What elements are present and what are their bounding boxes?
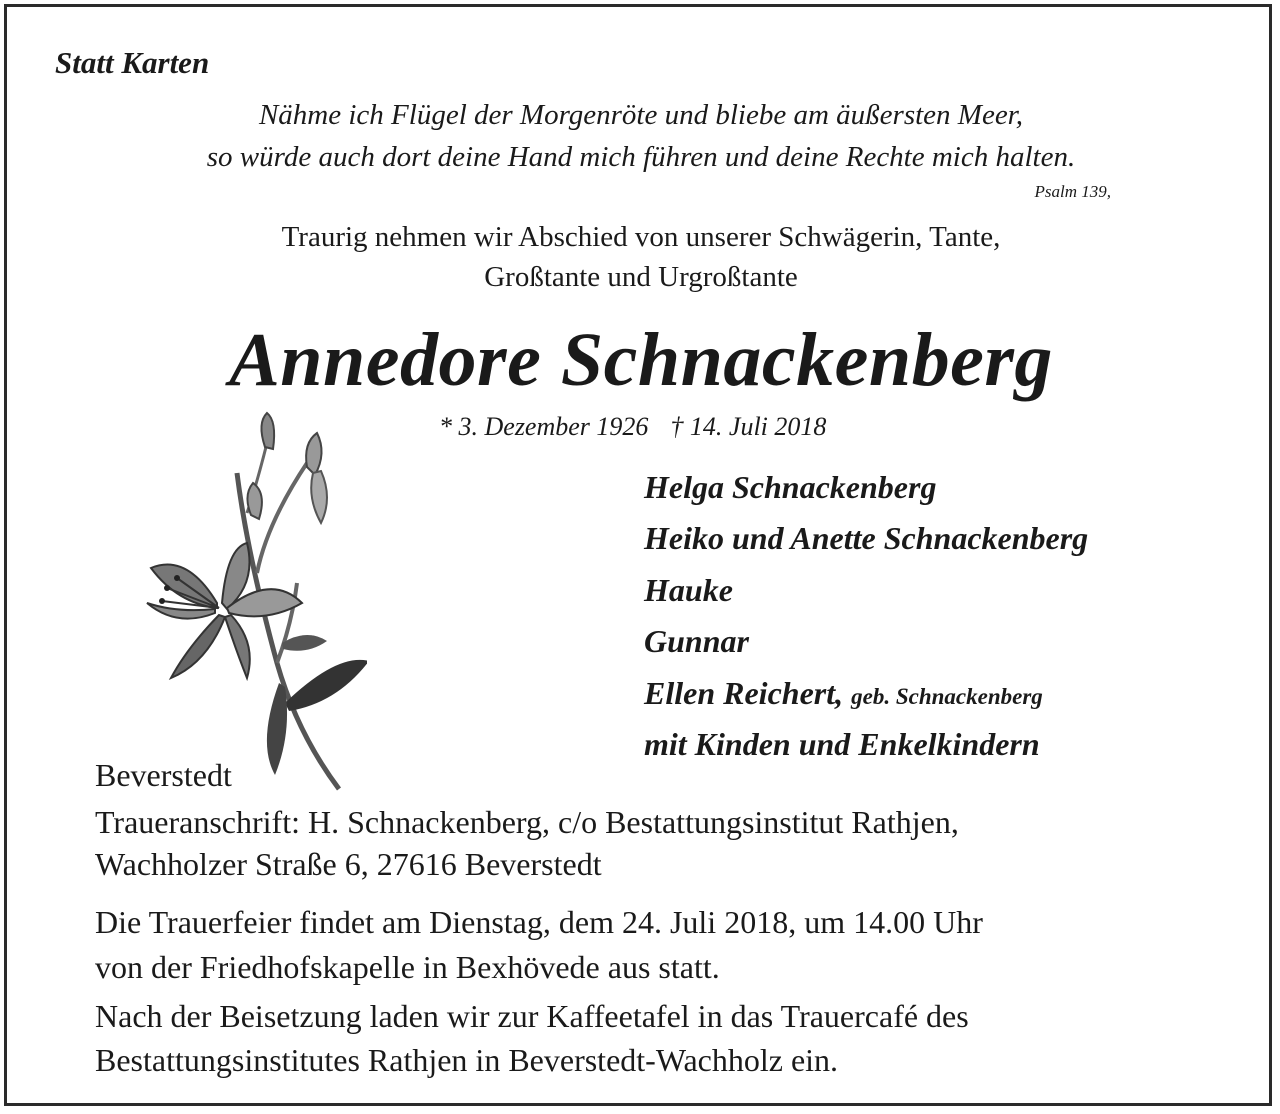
mourner-line: Ellen Reichert, geb. Schnackenberg bbox=[644, 675, 1043, 711]
mourner-line: Helga Schnackenberg bbox=[644, 469, 937, 505]
lily-flower-icon bbox=[107, 403, 367, 798]
header-label: Statt Karten bbox=[55, 45, 210, 80]
ceremony-line-2: von der Friedhofskapelle in Bexhövede aus statt. bbox=[95, 949, 720, 985]
intro-line-2: Großtante und Urgroßtante bbox=[484, 261, 798, 293]
place: Beverstedt bbox=[95, 757, 232, 793]
birth-date: * 3. Dezember 1926 bbox=[439, 412, 649, 441]
deceased-name: Annedore Schnackenberg bbox=[229, 318, 1053, 402]
life-dates bbox=[439, 412, 826, 442]
verse-source: Psalm 139, bbox=[1034, 182, 1111, 201]
verse-line-2: so würde auch dort deine Hand mich führen und deine Rechte mich halten. bbox=[206, 141, 1076, 173]
verse-line-1: Nähme ich Flügel der Morgenröte und bliebe am äußersten Meer, bbox=[258, 99, 1024, 131]
intro-line-1: Traurig nehmen wir Abschied von unserer Schwägerin, Tante, bbox=[281, 221, 1001, 253]
address-line-2: Wachholzer Straße 6, 27616 Beverstedt bbox=[95, 846, 602, 882]
mourner-line: Hauke bbox=[644, 572, 733, 608]
mourner-line: mit Kinden und Enkelkindern bbox=[644, 726, 1040, 762]
reception-line-1: Nach der Beisetzung laden wir zur Kaffeetafel in das Trauercafé des bbox=[95, 998, 969, 1034]
ceremony-line-1: Die Trauerfeier findet am Dienstag, dem 24. Juli 2018, um 14.00 Uhr bbox=[95, 904, 983, 940]
reception-line-2: Bestattungsinstitutes Rathjen in Beverstedt-Wachholz ein. bbox=[95, 1042, 839, 1078]
death-date: † 14. Juli 2018 bbox=[670, 412, 827, 441]
mourner-line: Heiko und Anette Schnackenberg bbox=[644, 520, 1089, 556]
mourner-line: Gunnar bbox=[644, 623, 749, 659]
obituary-notice bbox=[4, 4, 1272, 1106]
address-line-1: Traueranschrift: H. Schnackenberg, c/o Bestattungsinstitut Rathjen, bbox=[95, 804, 959, 840]
